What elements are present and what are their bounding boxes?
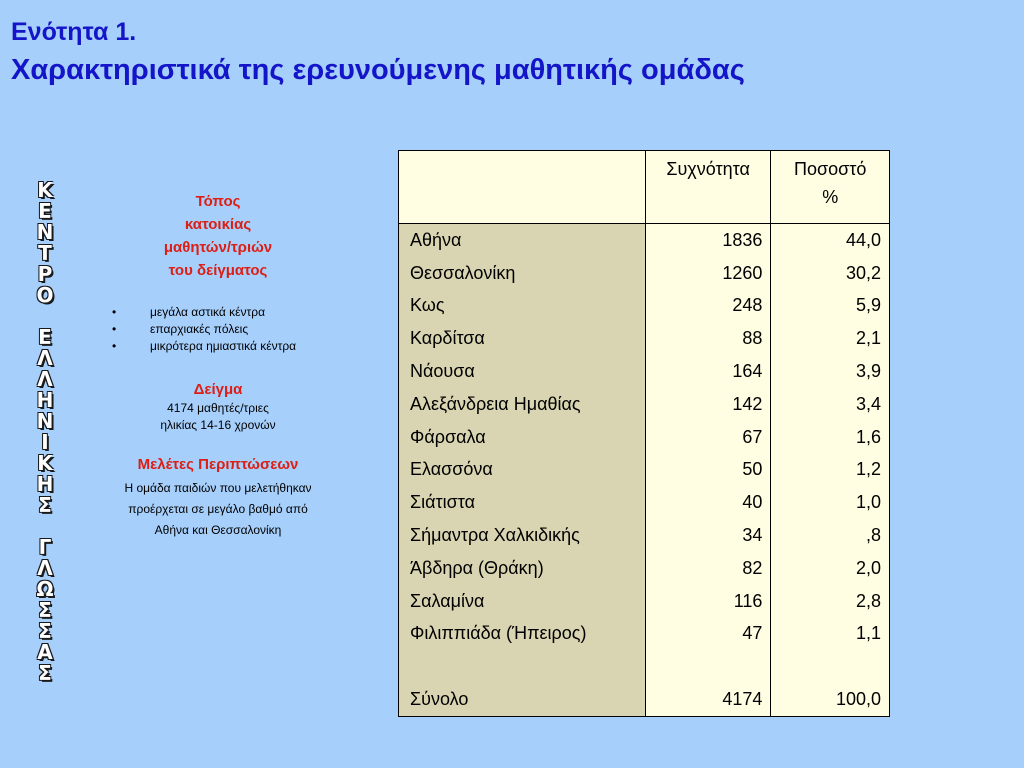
percentage-cell: 2,0 — [771, 552, 890, 585]
vertical-letter: Κ — [37, 451, 53, 475]
location-cell: Σαλαμίνα — [399, 585, 646, 618]
list-item-text: μικρότερα ημιαστικά κέντρα — [150, 339, 297, 353]
table-row — [399, 552, 890, 585]
page-title: Χαρακτηριστικά της ερευνούμενης μαθητικής ομάδας — [11, 54, 745, 86]
table-row — [399, 388, 890, 421]
table-body — [399, 224, 890, 717]
vertical-letter: Ο — [36, 283, 54, 307]
bullet-icon: • — [112, 322, 117, 336]
location-cell — [399, 650, 646, 683]
vertical-letter: Η — [36, 388, 54, 412]
case-studies-text — [100, 478, 336, 541]
frequency-cell: 116 — [645, 585, 771, 618]
percentage-cell: 2,1 — [771, 322, 890, 355]
vertical-letter: Η — [36, 472, 54, 496]
location-cell: Άβδηρα (Θράκη) — [399, 552, 646, 585]
table-row — [399, 519, 890, 552]
header-label-cell — [399, 151, 646, 224]
percentage-cell: 1,0 — [771, 486, 890, 519]
case-studies-heading: Μελέτες Περιπτώσεων — [137, 456, 299, 473]
list-item — [100, 321, 336, 338]
list-item — [100, 338, 336, 355]
table-row — [399, 322, 890, 355]
location-cell: Κως — [399, 290, 646, 323]
list-item — [100, 304, 336, 321]
location-cell: Αθήνα — [399, 224, 646, 257]
frequency-cell: 1836 — [645, 224, 771, 257]
table-row — [399, 683, 890, 716]
table-row — [399, 454, 890, 487]
percentage-cell: 30,2 — [771, 257, 890, 290]
percentage-cell: 1,6 — [771, 421, 890, 454]
location-cell: Αλεξάνδρεια Ημαθίας — [399, 388, 646, 421]
table-row — [399, 355, 890, 388]
sample-heading: Δείγμα — [193, 381, 243, 398]
title-block — [11, 14, 745, 90]
frequency-cell: 1260 — [645, 257, 771, 290]
place-heading-line: Τόπος — [195, 193, 241, 210]
place-bullet-list — [100, 304, 336, 355]
vertical-letter — [22, 306, 68, 327]
location-cell: Ελασσόνα — [399, 454, 646, 487]
sample-age-text: ηλικίας 14-16 χρονών — [160, 418, 276, 432]
table-row — [399, 486, 890, 519]
header-percentage — [771, 151, 890, 224]
case-studies-line: προέρχεται σε μεγάλο βαθμό από — [128, 502, 308, 516]
table-header-row — [399, 151, 890, 224]
percentage-cell: 1,2 — [771, 454, 890, 487]
section-number: Ενότητα 1. — [11, 18, 137, 46]
frequency-cell: 164 — [645, 355, 771, 388]
frequency-cell: 50 — [645, 454, 771, 487]
place-heading-line: του δείγματος — [168, 262, 268, 279]
percentage-cell: 3,4 — [771, 388, 890, 421]
place-heading-line: μαθητών/τριών — [163, 239, 273, 256]
sample-size-text: 4174 μαθητές/τριες — [167, 401, 269, 415]
percentage-cell: 3,9 — [771, 355, 890, 388]
vertical-letter: Ν — [36, 220, 54, 244]
vertical-letter: Σ — [38, 598, 52, 622]
bullet-icon: • — [112, 339, 117, 353]
location-cell: Καρδίτσα — [399, 322, 646, 355]
vertical-letter: Σ — [38, 661, 52, 685]
header-percentage-line2: % — [822, 187, 839, 207]
table-row — [399, 290, 890, 323]
vertical-letter: Ι — [41, 430, 49, 454]
frequency-cell: 67 — [645, 421, 771, 454]
vertical-letter: Λ — [37, 346, 53, 370]
vertical-letter: Ρ — [37, 262, 53, 286]
table-row — [399, 421, 890, 454]
list-item-text: μεγάλα αστικά κέντρα — [150, 305, 266, 319]
frequency-table — [398, 150, 890, 717]
location-cell: Σιάτιστα — [399, 486, 646, 519]
list-item-text: επαρχιακές πόλεις — [150, 322, 249, 336]
table-row — [399, 618, 890, 651]
frequency-cell: 248 — [645, 290, 771, 323]
frequency-cell: 47 — [645, 618, 771, 651]
percentage-cell: 2,8 — [771, 585, 890, 618]
case-studies-line: Αθήνα και Θεσσαλονίκη — [154, 523, 282, 537]
vertical-letter: Τ — [38, 241, 52, 265]
vertical-letter: Γ — [38, 535, 52, 559]
header-frequency: Συχνότητα — [645, 151, 771, 224]
vertical-letter: Σ — [38, 493, 52, 517]
location-cell: Σύνολο — [399, 683, 646, 716]
vertical-letter: Ω — [36, 577, 54, 601]
table-row — [399, 257, 890, 290]
table-row — [399, 650, 890, 683]
frequency-cell — [645, 650, 771, 683]
vertical-letter — [22, 516, 68, 537]
place-heading — [100, 190, 336, 282]
vertical-letter: Ε — [38, 199, 52, 223]
place-heading-line: κατοικίας — [184, 216, 252, 233]
header-percentage-line1: Ποσοστό — [794, 159, 867, 179]
location-cell: Σήμαντρα Χαλκιδικής — [399, 519, 646, 552]
percentage-cell: 1,1 — [771, 618, 890, 651]
frequency-cell: 40 — [645, 486, 771, 519]
frequency-cell: 142 — [645, 388, 771, 421]
location-cell: Φάρσαλα — [399, 421, 646, 454]
vertical-letter: Ν — [36, 409, 54, 433]
case-studies-line: Η ομάδα παιδιών που μελετήθηκαν — [124, 481, 312, 495]
vertical-letter: Λ — [37, 556, 53, 580]
percentage-cell: ,8 — [771, 519, 890, 552]
side-panel — [100, 190, 336, 541]
vertical-letter: Α — [37, 640, 53, 664]
frequency-cell: 88 — [645, 322, 771, 355]
vertical-letter: Κ — [37, 178, 53, 202]
percentage-cell: 5,9 — [771, 290, 890, 323]
vertical-logo-text — [22, 180, 68, 684]
percentage-cell: 100,0 — [771, 683, 890, 716]
location-cell: Νάουσα — [399, 355, 646, 388]
percentage-cell — [771, 650, 890, 683]
location-cell: Φιλιππιάδα (Ήπειρος) — [399, 618, 646, 651]
frequency-cell: 82 — [645, 552, 771, 585]
bullet-icon: • — [112, 305, 117, 319]
table-row — [399, 224, 890, 257]
frequency-cell: 4174 — [645, 683, 771, 716]
table-row — [399, 585, 890, 618]
vertical-letter: Λ — [37, 367, 53, 391]
vertical-letter: Ε — [38, 325, 52, 349]
percentage-cell: 44,0 — [771, 224, 890, 257]
vertical-letter: Σ — [38, 619, 52, 643]
frequency-cell: 34 — [645, 519, 771, 552]
location-cell: Θεσσαλονίκη — [399, 257, 646, 290]
